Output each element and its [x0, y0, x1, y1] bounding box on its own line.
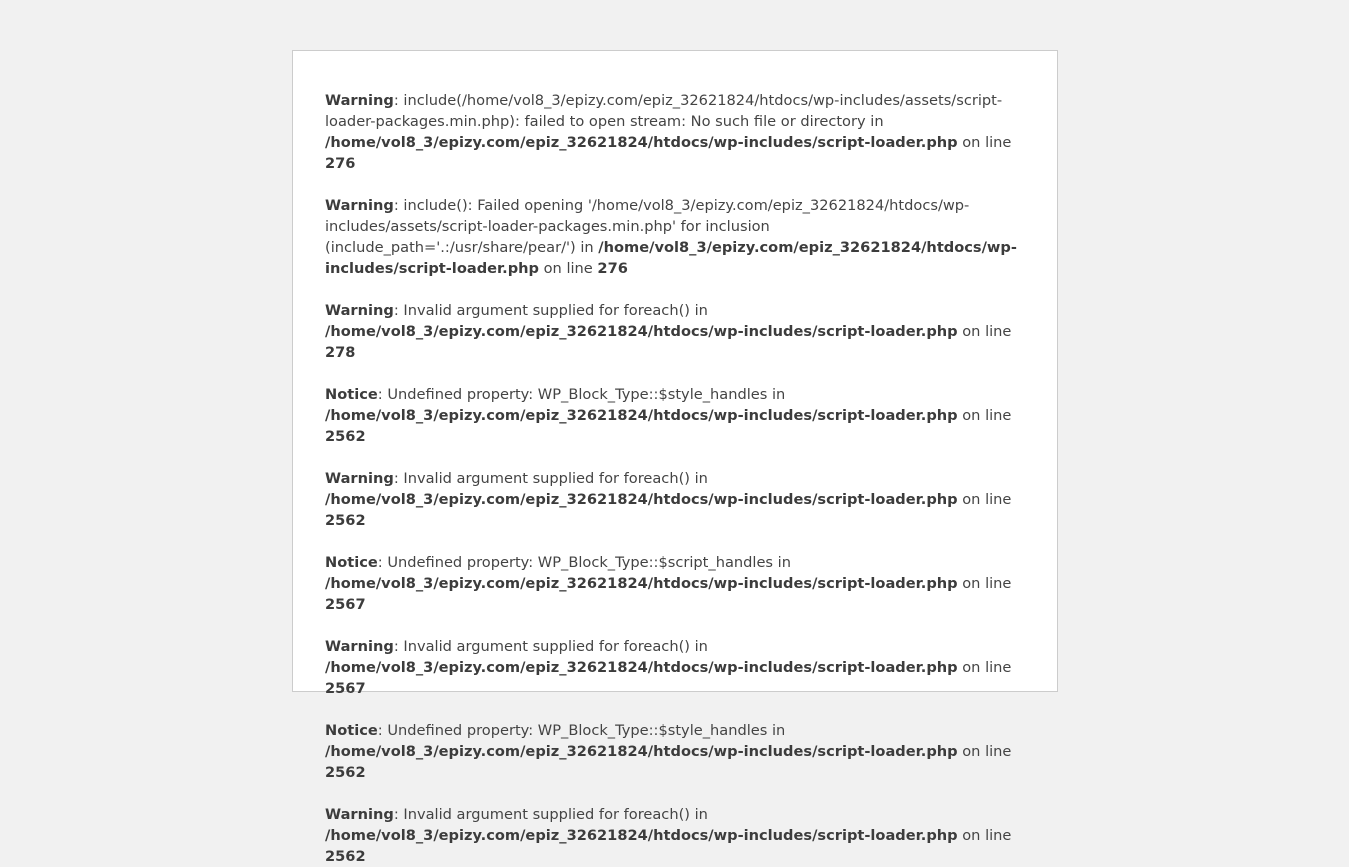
php-messages-list — [325, 51, 1025, 867]
message-line-number: 276 — [597, 260, 628, 277]
message-text: : Invalid argument supplied for foreach() in — [393, 302, 708, 319]
message-line-number: 2562 — [325, 512, 366, 529]
message-file-path: /home/vol8_3/epizy.com/epiz_32621824/htdocs/wp-includes/script-loader.php — [325, 659, 958, 676]
message-line-number: 278 — [325, 344, 356, 361]
php-message — [325, 90, 1025, 174]
message-file-path: /home/vol8_3/epizy.com/epiz_32621824/htdocs/wp-includes/script-loader.php — [325, 491, 958, 508]
message-file-path: /home/vol8_3/epizy.com/epiz_32621824/htdocs/wp-includes/script-loader.php — [325, 827, 958, 844]
php-message — [325, 720, 1025, 783]
message-level: Warning — [325, 470, 394, 487]
message-level: Warning — [325, 197, 394, 214]
php-message — [325, 195, 1025, 279]
message-line-number: 2562 — [325, 764, 366, 781]
message-line-number: 2562 — [325, 848, 366, 865]
message-level: Warning — [325, 92, 394, 109]
php-message — [325, 636, 1025, 699]
message-file-path: /home/vol8_3/epizy.com/epiz_32621824/htdocs/wp-includes/script-loader.php — [325, 575, 958, 592]
message-text: : Undefined property: WP_Block_Type::$style_handles in — [377, 722, 786, 739]
message-on-line: on line — [957, 323, 1012, 340]
message-text: : Invalid argument supplied for foreach() in — [393, 638, 708, 655]
message-on-line: on line — [957, 659, 1012, 676]
message-line-number: 2567 — [325, 596, 366, 613]
message-file-path: /home/vol8_3/epizy.com/epiz_32621824/htdocs/wp-includes/script-loader.php — [325, 407, 958, 424]
message-file-path: /home/vol8_3/epizy.com/epiz_32621824/htdocs/wp-includes/script-loader.php — [325, 134, 958, 151]
php-message — [325, 804, 1025, 867]
php-message — [325, 468, 1025, 531]
php-message — [325, 300, 1025, 363]
message-level: Notice — [325, 554, 378, 571]
message-level: Notice — [325, 386, 378, 403]
message-level: Notice — [325, 722, 378, 739]
message-on-line: on line — [957, 134, 1012, 151]
message-text: : Undefined property: WP_Block_Type::$style_handles in — [377, 386, 786, 403]
message-text: : Invalid argument supplied for foreach() in — [393, 806, 708, 823]
php-message — [325, 384, 1025, 447]
php-message — [325, 552, 1025, 615]
message-line-number: 2567 — [325, 680, 366, 697]
message-level: Warning — [325, 806, 394, 823]
message-level: Warning — [325, 638, 394, 655]
message-level: Warning — [325, 302, 394, 319]
message-text: : Undefined property: WP_Block_Type::$script_handles in — [377, 554, 791, 571]
message-text: : Invalid argument supplied for foreach() in — [393, 470, 708, 487]
message-text: : include(): Failed opening '/home/vol8_3/epizy.com/epiz_32621824/htdocs/wp-includes/assets/script-loader-packages.min.php' for inclusion (include_path='.:/usr/share/pear/') in — [325, 197, 970, 256]
message-line-number: 2562 — [325, 428, 366, 445]
error-page-box — [292, 50, 1058, 865]
message-line-number: 276 — [325, 155, 356, 172]
message-on-line: on line — [538, 260, 598, 277]
message-on-line: on line — [957, 743, 1012, 760]
message-file-path: /home/vol8_3/epizy.com/epiz_32621824/htdocs/wp-includes/script-loader.php — [325, 743, 958, 760]
message-on-line: on line — [957, 407, 1012, 424]
message-text: : include(/home/vol8_3/epizy.com/epiz_32621824/htdocs/wp-includes/assets/script-loader-packages.min.php): failed to open stream: No such file or directory in — [325, 92, 1003, 130]
message-file-path: /home/vol8_3/epizy.com/epiz_32621824/htdocs/wp-includes/script-loader.php — [325, 239, 1017, 277]
message-on-line: on line — [957, 491, 1012, 508]
message-file-path: /home/vol8_3/epizy.com/epiz_32621824/htdocs/wp-includes/script-loader.php — [325, 323, 958, 340]
message-on-line: on line — [957, 575, 1012, 592]
message-on-line: on line — [957, 827, 1012, 844]
